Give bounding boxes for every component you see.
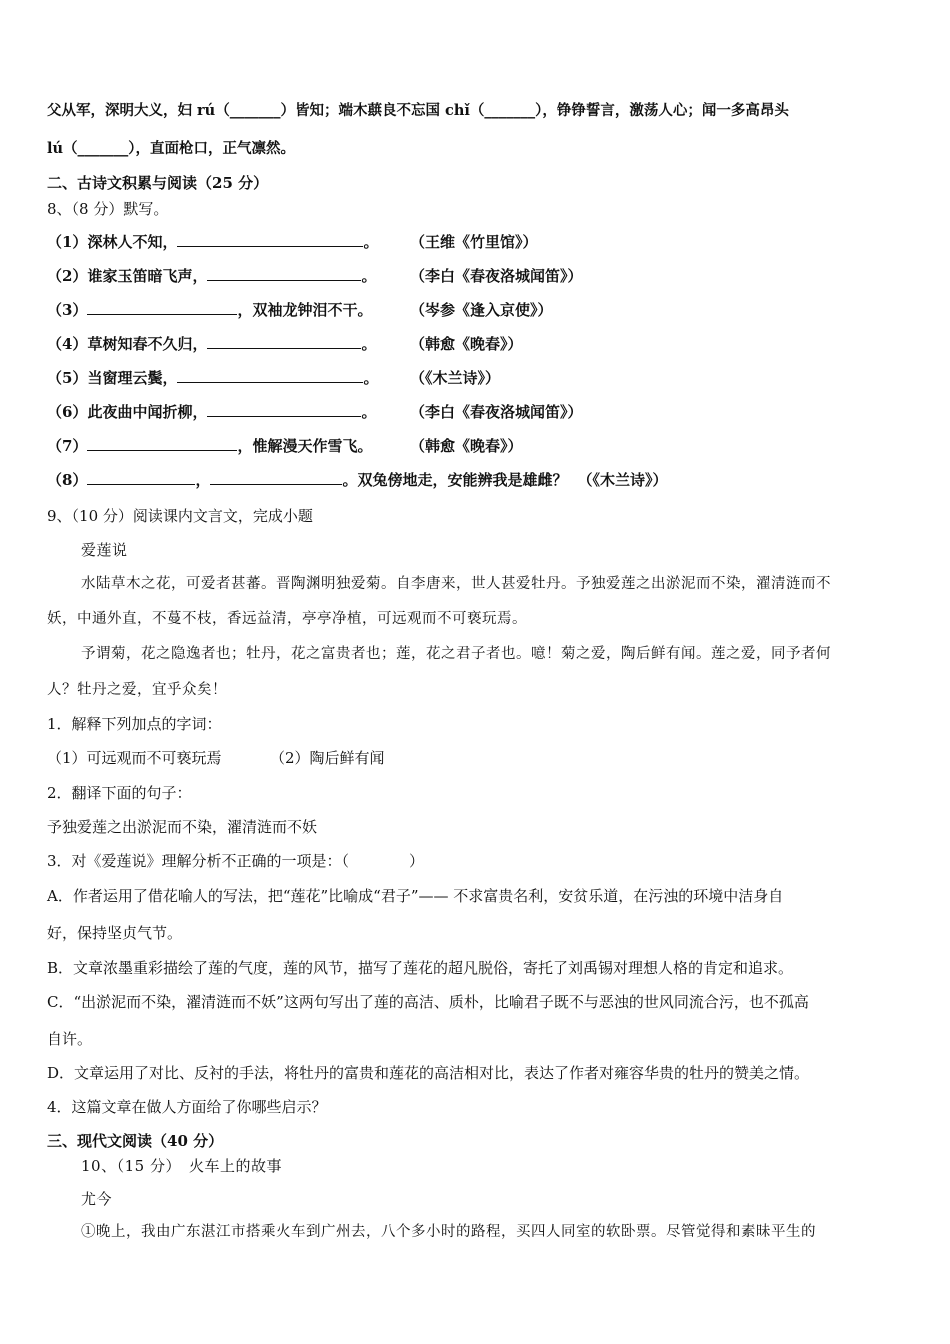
intro-line-2: lú（_______），直面枪口，正气凛然。 — [47, 140, 296, 157]
option-c-line1: C．“出淤泥而不染，濯清涟而不妖”这两句写出了莲的高洁、质朴，比喻君子既不与恶浊的世风同流合污，也不孤高 — [47, 993, 809, 1011]
q8-item-post: ，惟解漫天作雪飞。 — [237, 437, 373, 455]
q10-header: 10、（15 分） 火车上的故事 — [81, 1157, 282, 1175]
answer-blank[interactable] — [207, 402, 361, 417]
q8-item-mid: ， — [195, 471, 211, 489]
q8-item-post: 。 — [361, 335, 377, 353]
q8-item-source: （李白《春夜洛城闻笛》） — [410, 403, 583, 421]
answer-blank[interactable] — [87, 470, 195, 485]
answer-blank[interactable] — [207, 334, 361, 349]
q8-item-num: （3） — [47, 301, 88, 319]
q9-sub3: 3．对《爱莲说》理解分析不正确的一项是：（ ） — [47, 852, 425, 870]
q8-header: 8、（8 分）默写。 — [47, 200, 169, 218]
q8-item-source: （《木兰诗》） — [410, 369, 501, 387]
q8-item-1 — [47, 232, 378, 252]
option-d: D．文章运用了对比、反衬的手法，将牡丹的富贵和莲花的高洁相对比，表达了作者对雍容华贵的牡丹的赞美之情。 — [47, 1064, 810, 1082]
q8-item-pre: 谁家玉笛暗飞声， — [87, 267, 208, 285]
q8-item-post: 。 — [361, 267, 377, 285]
passage-title: 爱莲说 — [81, 541, 128, 559]
q8-item-7 — [47, 436, 372, 456]
q8-item-post: 。 — [363, 369, 379, 387]
q9-sub1-a: （1）可远观而不可亵玩焉 — [47, 749, 222, 767]
q8-item-5 — [47, 368, 378, 388]
q9-sub2-a: 予独爱莲之出淤泥而不染，濯清涟而不妖 — [47, 818, 318, 836]
q8-item-source: （王维《竹里馆》） — [410, 233, 538, 251]
option-b: B．文章浓墨重彩描绘了莲的气度，莲的风节，描写了莲花的超凡脱俗，寄托了刘禹锡对理想人格的肯定和追求。 — [47, 959, 794, 977]
q8-item-num: （7） — [47, 437, 88, 455]
answer-blank[interactable] — [177, 232, 363, 247]
q8-item-4 — [47, 334, 376, 354]
q8-item-3 — [47, 300, 372, 320]
answer-blank[interactable] — [210, 470, 342, 485]
q8-item-2 — [47, 266, 376, 286]
q9-sub1-b: （2）陶后鲜有闻 — [270, 749, 385, 767]
q9-sub4: 4．这篇文章在做人方面给了你哪些启示？ — [47, 1098, 327, 1116]
q8-item-pre: 当窗理云鬓， — [87, 369, 178, 387]
q8-item-num: （5） — [47, 369, 88, 387]
q8-item-post: 。双兔傍地走，安能辨我是雄雌？ — [342, 471, 568, 489]
passage-p2-line1: 予谓菊，花之隐逸者也；牡丹，花之富贵者也；莲，花之君子者也。噫！菊之爱，陶后鲜有闻。莲之爱，同予者何 — [81, 646, 831, 662]
q9-header: 9、（10 分）阅读课内文言文，完成小题 — [47, 507, 313, 525]
story-p1-line1: ①晚上，我由广东湛江市搭乘火车到广州去，八个多小时的路程，买四人同室的软卧票。尽管觉得和素昧平生的 — [81, 1224, 816, 1240]
q9-sub1: 1．解释下列加点的字词： — [47, 715, 222, 733]
q8-item-source: （韩愈《晚春》） — [410, 335, 523, 353]
q8-item-post: 。 — [363, 233, 379, 251]
q8-item-post: 。 — [361, 403, 377, 421]
q8-item-num: （4） — [47, 335, 88, 353]
q8-item-pre: 草树知春不久归， — [87, 335, 208, 353]
answer-blank[interactable] — [207, 266, 361, 281]
q8-item-pre: 此夜曲中闻折柳， — [87, 403, 208, 421]
q8-item-source: （李白《春夜洛城闻笛》） — [410, 267, 583, 285]
section-3-title: 三、现代文阅读（40 分） — [47, 1132, 224, 1150]
story-author: 尤今 — [81, 1190, 113, 1208]
answer-blank[interactable] — [87, 300, 237, 315]
passage-p2-line2: 人？牡丹之爱，宜乎众矣！ — [47, 682, 227, 698]
q8-item-source: （《木兰诗》） — [577, 471, 668, 489]
q8-item-post: ，双袖龙钟泪不干。 — [237, 301, 373, 319]
q8-item-num: （8） — [47, 471, 88, 489]
q8-item-8 — [47, 470, 667, 490]
q8-item-num: （6） — [47, 403, 88, 421]
q9-sub2: 2．翻译下面的句子： — [47, 784, 192, 802]
section-2-title: 二、古诗文积累与阅读（25 分） — [47, 174, 269, 192]
q8-item-num: （1） — [47, 233, 88, 251]
answer-blank[interactable] — [87, 436, 237, 451]
passage-p1-line2: 妖，中通外直，不蔓不枝，香远益清，亭亭净植，可远观而不可亵玩焉。 — [47, 611, 527, 627]
option-c-line2: 自许。 — [47, 1030, 93, 1048]
passage-p1-line1: 水陆草木之花，可爱者甚蕃。晋陶渊明独爱菊。自李唐来，世人甚爱牡丹。予独爱莲之出淤泥而不染，濯清涟而不 — [81, 576, 831, 592]
q8-item-6 — [47, 402, 376, 422]
answer-blank[interactable] — [177, 368, 363, 383]
q8-item-source: （韩愈《晚春》） — [410, 437, 523, 455]
q8-item-source: （岑参《逢入京使》） — [410, 301, 553, 319]
q8-item-num: （2） — [47, 267, 88, 285]
intro-line-1: 父从军，深明大义，妇 rú（_______）皆知；端木蕻良不忘国 chǐ（_______），铮铮誓言，激荡人心；闻一多高昂头 — [47, 102, 789, 119]
option-a-line1: A．作者运用了借花喻人的写法，把“莲花”比喻成“君子”—— 不求富贵名利，安贫乐道，在污浊的环境中洁身自 — [47, 887, 784, 905]
option-a-line2: 好，保持坚贞气节。 — [47, 924, 183, 942]
q8-item-pre: 深林人不知， — [87, 233, 178, 251]
